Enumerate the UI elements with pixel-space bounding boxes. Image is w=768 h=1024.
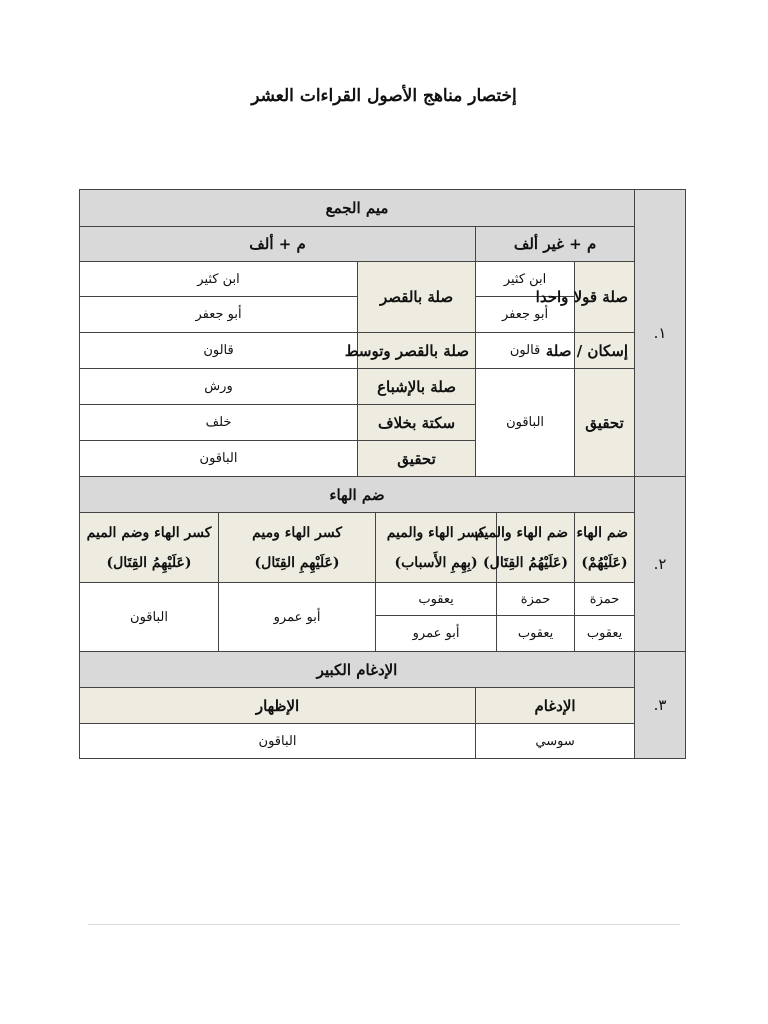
- value-cell: يعقوب: [575, 616, 635, 652]
- label-idgham: الإدغام: [476, 688, 635, 724]
- label-sakta-bikhilaf: سكتة بخلاف: [358, 405, 476, 441]
- value-cell: أبو جعفر: [476, 297, 575, 333]
- value-cell: الباقون: [80, 441, 358, 477]
- col-example: (عَلَيْهِمُ القِتَال): [106, 554, 192, 571]
- value-cell: ورش: [80, 369, 358, 405]
- section-2-header: ضم الهاء: [80, 477, 635, 513]
- col-title: كسر الهاء وضم الميم: [86, 524, 212, 541]
- value-cell: حمزة: [575, 583, 635, 616]
- label-tahqiq-left: تحقيق: [358, 441, 476, 477]
- value-cell: ابن كثير: [80, 262, 358, 297]
- col-title: ضم الهاء والميم: [475, 524, 569, 541]
- value-cell: أبو عمرو: [219, 583, 376, 652]
- section-3-number: ٣.: [635, 652, 686, 759]
- value-cell: الباقون: [476, 369, 575, 477]
- col-example: (عَلَيْهِمِ القِتَال): [254, 554, 340, 571]
- label-tahqiq-right: تحقيق: [575, 369, 635, 477]
- page-title: إختصار مناهج الأصول القراءات العشر: [251, 86, 517, 106]
- group-right-header: م + غير ألف: [476, 227, 635, 262]
- col-header-kasr-alha-walmim: [376, 513, 497, 583]
- value-cell: خلف: [80, 405, 358, 441]
- col-title: كسر الهاء والميم: [386, 524, 486, 541]
- footer-divider: [88, 924, 680, 925]
- col-example: (عَلَيْهُمُ القِتَال): [483, 554, 569, 571]
- section-2-number: ٢.: [635, 477, 686, 652]
- section-1-number: ١.: [635, 190, 686, 477]
- label-iskan-sila: إسكان / صلة: [575, 333, 635, 369]
- value-cell: قالون: [476, 333, 575, 369]
- col-example: (عَلَيْهُمْ): [581, 554, 628, 571]
- section-3-header: الإدغام الكبير: [80, 652, 635, 688]
- value-cell: يعقوب: [376, 583, 497, 616]
- col-header-damm-alha-walmim: [475, 513, 575, 583]
- value-cell: حمزة: [497, 583, 575, 616]
- qiraat-table: [79, 189, 686, 759]
- col-example: (بِهِمِ الأَسباب): [394, 554, 478, 571]
- col-title: كسر الهاء وميم: [252, 524, 342, 541]
- label-sila-bilqasr: صلة بالقصر: [358, 262, 476, 333]
- value-cell: الباقون: [80, 583, 219, 652]
- value-cell: الباقون: [80, 724, 476, 759]
- value-cell: أبو جعفر: [80, 297, 358, 333]
- group-left-header: م + ألف: [80, 227, 476, 262]
- value-cell: قالون: [80, 333, 358, 369]
- col-header-kasr-alha-wamim: [219, 513, 376, 583]
- col-header-damm-alha: [575, 513, 635, 583]
- value-cell: يعقوب: [497, 616, 575, 652]
- label-sila-ishba: صلة بالإشباع: [358, 369, 476, 405]
- label-sila-qasr-tawassut: صلة بالقصر وتوسط: [358, 333, 476, 369]
- value-cell: ابن كثير: [476, 262, 575, 297]
- section-1-header: ميم الجمع: [80, 190, 635, 227]
- col-title: ضم الهاء: [576, 524, 629, 541]
- label-izhar: الإظهار: [80, 688, 476, 724]
- label-sila-qawlan-wahidan: صلة قولا واحدا: [575, 262, 635, 333]
- value-cell: أبو عمرو: [376, 616, 497, 652]
- value-cell: سوسي: [476, 724, 635, 759]
- col-header-kasr-alha-wadamm-almim: [80, 513, 219, 583]
